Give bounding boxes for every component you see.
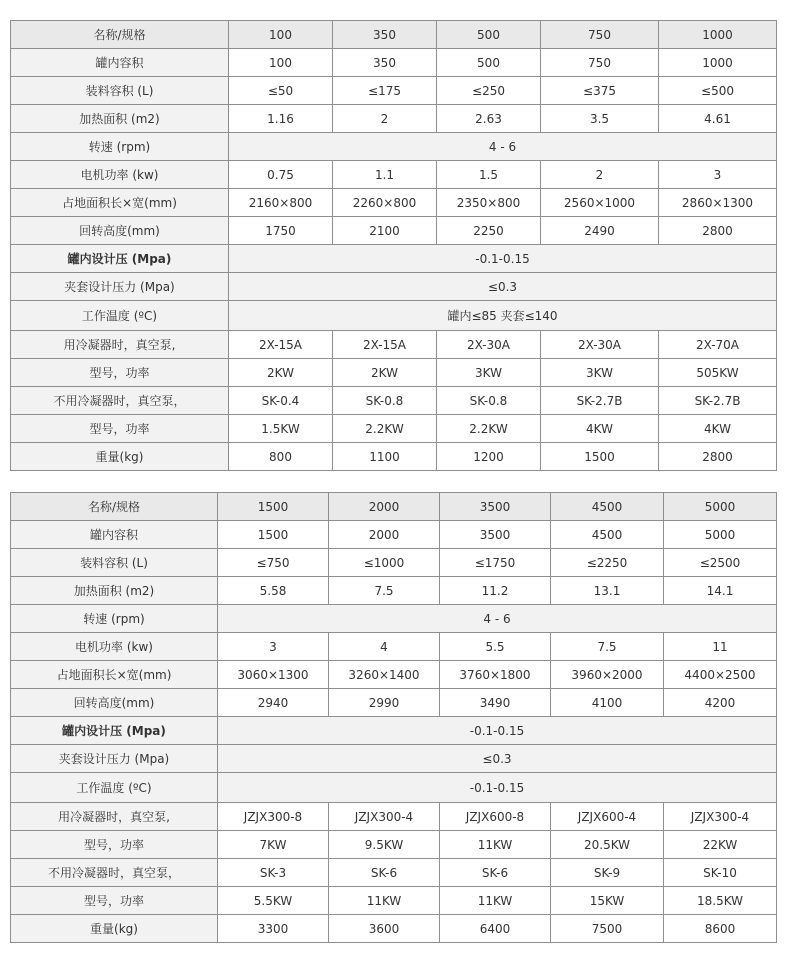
table-row [11, 605, 777, 633]
row-label: 装料容积 (L) [11, 77, 229, 105]
spanned-value: -0.1-0.15 [218, 717, 777, 745]
spec-table-large-models [10, 492, 777, 943]
table-cell: 7.5 [329, 577, 440, 605]
table-cell: 4KW [659, 415, 777, 443]
header-row [11, 21, 777, 49]
table-row [11, 887, 777, 915]
row-label: 电机功率 (kw) [11, 161, 229, 189]
table-row [11, 133, 777, 161]
table-cell: 11 [664, 633, 777, 661]
table-cell: 3760×1800 [440, 661, 551, 689]
spanned-value: 罐内≤85 夹套≤140 [229, 301, 777, 331]
table-cell: JZJX600-4 [551, 803, 664, 831]
table-cell: 5.58 [218, 577, 329, 605]
row-label: 名称/规格 [11, 21, 229, 49]
row-label: 装料容积 (L) [11, 549, 218, 577]
table-cell: 2.2KW [437, 415, 541, 443]
row-label: 罐内设计压 (Mpa) [11, 717, 218, 745]
table-cell: 13.1 [551, 577, 664, 605]
row-label: 夹套设计压力 (Mpa) [11, 745, 218, 773]
table-cell: 2560×1000 [541, 189, 659, 217]
table-cell: SK-0.8 [437, 387, 541, 415]
table-row [11, 717, 777, 745]
model-header-cell: 350 [333, 21, 437, 49]
model-header-cell: 4500 [551, 493, 664, 521]
table-row [11, 773, 777, 803]
table-cell: 2.2KW [333, 415, 437, 443]
table-cell: 3490 [440, 689, 551, 717]
table-row [11, 189, 777, 217]
table-row [11, 521, 777, 549]
row-label: 型号，功率 [11, 415, 229, 443]
table-row [11, 549, 777, 577]
table-cell: 2940 [218, 689, 329, 717]
table-cell: ≤2500 [664, 549, 777, 577]
row-label: 转速 (rpm) [11, 133, 229, 161]
table-cell: 500 [437, 49, 541, 77]
row-label: 用冷凝器时，真空泵, [11, 803, 218, 831]
table-cell: 1.5 [437, 161, 541, 189]
spanned-value: 4 - 6 [218, 605, 777, 633]
row-label: 转速 (rpm) [11, 605, 218, 633]
table-cell: 1200 [437, 443, 541, 471]
table-cell: 3KW [541, 359, 659, 387]
table-cell: 3KW [437, 359, 541, 387]
table-cell: SK-6 [329, 859, 440, 887]
table-cell: 2160×800 [229, 189, 333, 217]
table-cell: 3 [218, 633, 329, 661]
table-cell: 1100 [333, 443, 437, 471]
table-cell: 3300 [218, 915, 329, 943]
table-cell: 1750 [229, 217, 333, 245]
table-cell: SK-0.8 [333, 387, 437, 415]
table-cell: 3260×1400 [329, 661, 440, 689]
table-row [11, 331, 777, 359]
table-cell: 6400 [440, 915, 551, 943]
row-label: 占地面积长×宽(mm) [11, 189, 229, 217]
table-cell: 505KW [659, 359, 777, 387]
row-label: 加热面积 (m2) [11, 105, 229, 133]
row-label: 工作温度 (ºC) [11, 773, 218, 803]
table-cell: 4KW [541, 415, 659, 443]
table-cell: JZJX300-8 [218, 803, 329, 831]
row-label: 工作温度 (ºC) [11, 301, 229, 331]
table-cell: 2 [333, 105, 437, 133]
header-row [11, 493, 777, 521]
table-cell: SK-2.7B [541, 387, 659, 415]
table-cell: 2KW [229, 359, 333, 387]
table-cell: 11.2 [440, 577, 551, 605]
row-label: 夹套设计压力 (Mpa) [11, 273, 229, 301]
table-cell: ≤1750 [440, 549, 551, 577]
table-cell: 100 [229, 49, 333, 77]
table-cell: 8600 [664, 915, 777, 943]
table-cell: 1000 [659, 49, 777, 77]
table-cell: 800 [229, 443, 333, 471]
table-cell: 750 [541, 49, 659, 77]
table-cell: 14.1 [664, 577, 777, 605]
table-cell: 2350×800 [437, 189, 541, 217]
table-cell: SK-6 [440, 859, 551, 887]
table-cell: SK-10 [664, 859, 777, 887]
row-label: 占地面积长×宽(mm) [11, 661, 218, 689]
model-header-cell: 5000 [664, 493, 777, 521]
table-cell: 7500 [551, 915, 664, 943]
table-row [11, 415, 777, 443]
table-cell: 2X-70A [659, 331, 777, 359]
table-cell: 15KW [551, 887, 664, 915]
table-cell: 2800 [659, 217, 777, 245]
table-cell: 2X-30A [437, 331, 541, 359]
table-cell: ≤2250 [551, 549, 664, 577]
model-header-cell: 100 [229, 21, 333, 49]
spanned-value: -0.1-0.15 [218, 773, 777, 803]
table-row [11, 831, 777, 859]
table-cell: 3 [659, 161, 777, 189]
table-cell: 1500 [541, 443, 659, 471]
spanned-value: 4 - 6 [229, 133, 777, 161]
table-cell: 2860×1300 [659, 189, 777, 217]
row-label: 回转高度(mm) [11, 689, 218, 717]
model-header-cell: 3500 [440, 493, 551, 521]
table-cell: 3.5 [541, 105, 659, 133]
row-label: 型号，功率 [11, 359, 229, 387]
table-cell: 2X-30A [541, 331, 659, 359]
spanned-value: ≤0.3 [218, 745, 777, 773]
table-cell: 18.5KW [664, 887, 777, 915]
table-cell: ≤50 [229, 77, 333, 105]
table-cell: 2X-15A [333, 331, 437, 359]
table-cell: 11KW [329, 887, 440, 915]
table-row [11, 161, 777, 189]
table-cell: 4100 [551, 689, 664, 717]
row-label: 罐内设计压 (Mpa) [11, 245, 229, 273]
model-header-cell: 1000 [659, 21, 777, 49]
table-row [11, 577, 777, 605]
table-cell: 0.75 [229, 161, 333, 189]
table-cell: SK-0.4 [229, 387, 333, 415]
table-cell: ≤250 [437, 77, 541, 105]
row-label: 不用冷凝器时，真空泵， [11, 387, 229, 415]
table-row [11, 77, 777, 105]
table-cell: 7.5 [551, 633, 664, 661]
row-label: 不用冷凝器时，真空泵， [11, 859, 218, 887]
table-cell: 3500 [440, 521, 551, 549]
table-cell: 2990 [329, 689, 440, 717]
table-cell: 350 [333, 49, 437, 77]
spanned-value: -0.1-0.15 [229, 245, 777, 273]
table-cell: 3060×1300 [218, 661, 329, 689]
table-cell: 1.1 [333, 161, 437, 189]
table-cell: 22KW [664, 831, 777, 859]
row-label: 型号，功率 [11, 831, 218, 859]
table-row [11, 245, 777, 273]
table-row [11, 859, 777, 887]
table-cell: 5000 [664, 521, 777, 549]
table-cell: ≤1000 [329, 549, 440, 577]
table-row [11, 217, 777, 245]
table-cell: 1.5KW [229, 415, 333, 443]
table-cell: 7KW [218, 831, 329, 859]
table-row [11, 803, 777, 831]
table-row [11, 633, 777, 661]
table-cell: 4 [329, 633, 440, 661]
row-label: 重量(kg) [11, 915, 218, 943]
row-label: 罐内容积 [11, 521, 218, 549]
row-label: 名称/规格 [11, 493, 218, 521]
table-cell: 4400×2500 [664, 661, 777, 689]
table-cell: 2KW [333, 359, 437, 387]
spanned-value: ≤0.3 [229, 273, 777, 301]
table-cell: 5.5 [440, 633, 551, 661]
table-cell: 2490 [541, 217, 659, 245]
table-cell: 20.5KW [551, 831, 664, 859]
row-label: 重量(kg) [11, 443, 229, 471]
table-cell: JZJX300-4 [664, 803, 777, 831]
table-row [11, 443, 777, 471]
table-cell: 1.16 [229, 105, 333, 133]
table-cell: 4.61 [659, 105, 777, 133]
table-cell: 2250 [437, 217, 541, 245]
table-cell: 9.5KW [329, 831, 440, 859]
table-row [11, 661, 777, 689]
model-header-cell: 500 [437, 21, 541, 49]
table-cell: 11KW [440, 887, 551, 915]
table-cell: 2 [541, 161, 659, 189]
table-cell: 1500 [218, 521, 329, 549]
table-row [11, 915, 777, 943]
row-label: 回转高度(mm) [11, 217, 229, 245]
table-cell: ≤500 [659, 77, 777, 105]
model-header-cell: 2000 [329, 493, 440, 521]
table-cell: 2X-15A [229, 331, 333, 359]
table-cell: 11KW [440, 831, 551, 859]
table-cell: 3960×2000 [551, 661, 664, 689]
table-row [11, 273, 777, 301]
row-label: 罐内容积 [11, 49, 229, 77]
table-row [11, 105, 777, 133]
table-cell: 3600 [329, 915, 440, 943]
table-row [11, 49, 777, 77]
row-label: 型号，功率 [11, 887, 218, 915]
table-cell: 2.63 [437, 105, 541, 133]
table-row [11, 387, 777, 415]
table-cell: 4200 [664, 689, 777, 717]
table-cell: 2100 [333, 217, 437, 245]
spec-table-small-models [10, 20, 777, 471]
table-cell: SK-9 [551, 859, 664, 887]
table-cell: 2260×800 [333, 189, 437, 217]
row-label: 电机功率 (kw) [11, 633, 218, 661]
row-label: 加热面积 (m2) [11, 577, 218, 605]
table-row [11, 689, 777, 717]
table-cell: ≤175 [333, 77, 437, 105]
table-cell: 2000 [329, 521, 440, 549]
table-row [11, 359, 777, 387]
table-cell: SK-3 [218, 859, 329, 887]
table-cell: 5.5KW [218, 887, 329, 915]
table-cell: ≤750 [218, 549, 329, 577]
table-row [11, 301, 777, 331]
table-cell: 4500 [551, 521, 664, 549]
row-label: 用冷凝器时，真空泵, [11, 331, 229, 359]
table-cell: JZJX300-4 [329, 803, 440, 831]
table-cell: ≤375 [541, 77, 659, 105]
table-cell: SK-2.7B [659, 387, 777, 415]
model-header-cell: 1500 [218, 493, 329, 521]
model-header-cell: 750 [541, 21, 659, 49]
table-cell: JZJX600-8 [440, 803, 551, 831]
table-row [11, 745, 777, 773]
table-cell: 2800 [659, 443, 777, 471]
